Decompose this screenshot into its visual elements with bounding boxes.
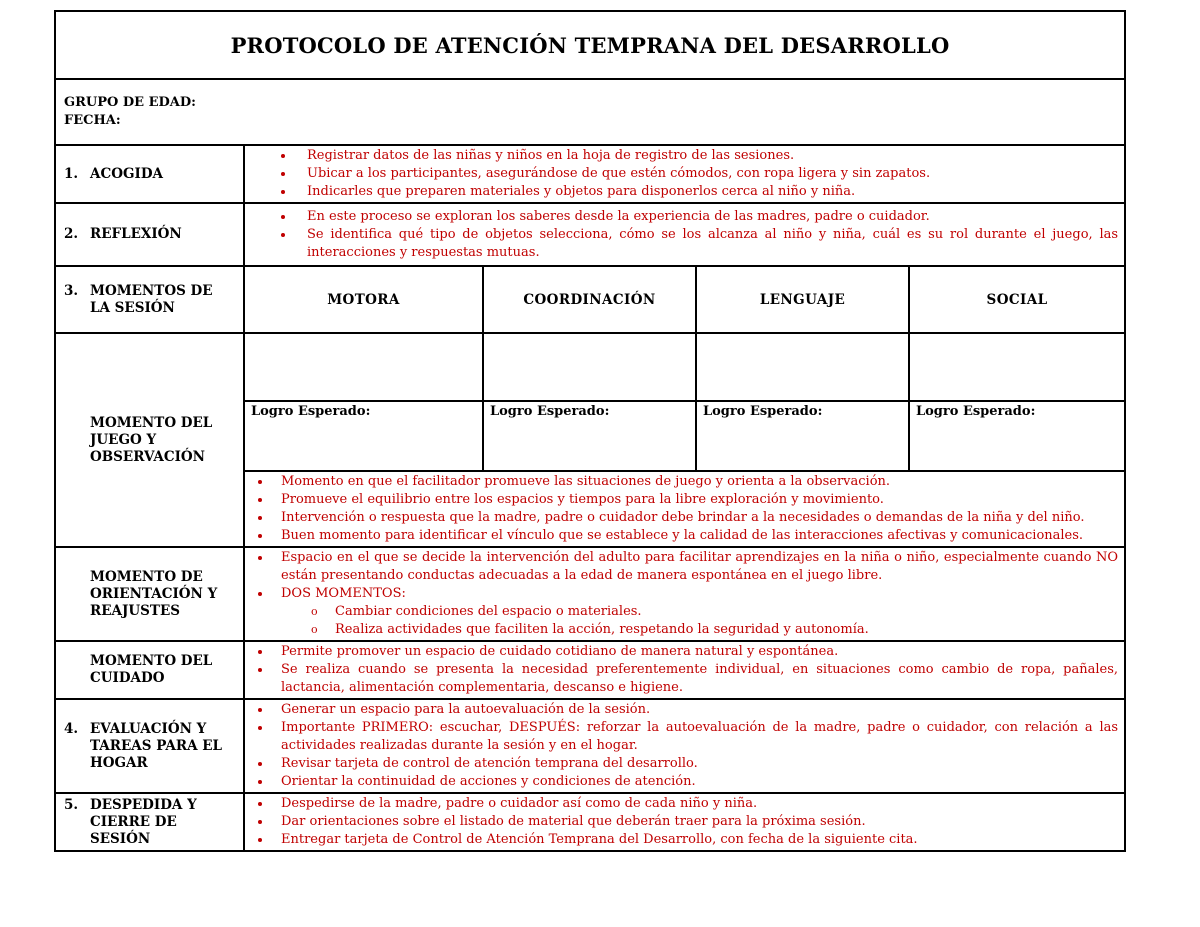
list-item: Generar un espacio para la autoevaluación de la sesión. (245, 701, 1118, 719)
section-content-reflexion (244, 203, 1125, 266)
column-header-coordinacion: COORDINACIÓN (483, 266, 696, 333)
section-label-evaluacion: 4. EVALUACIÓN Y TAREAS PARA EL HOGAR (55, 699, 244, 793)
sub-list-item: o Realiza actividades que faciliten la acción, respetando la seguridad y autonomía. (245, 621, 1118, 639)
list-item: Entregar tarjeta de Control de Atención Temprana del Desarrollo, con fecha de la siguiente cita. (245, 831, 1118, 849)
header-fields (55, 79, 1125, 145)
motora-activity-cell[interactable] (244, 333, 483, 401)
list-item: Registrar datos de las niñas y niños en la hoja de registro de las sesiones. (245, 147, 1118, 165)
section-label-orientacion: MOMENTO DE ORIENTACIÓN Y REAJUSTES (55, 547, 244, 641)
section-label-despedida: 5. DESPEDIDA Y CIERRE DE SESIÓN (55, 793, 244, 851)
list-item: Indicarles que preparen materiales y objetos para disponerlos cerca al niño y niña. (245, 183, 1118, 201)
column-header-lenguaje: LENGUAJE (696, 266, 909, 333)
list-item: Orientar la continuidad de acciones y condiciones de atención. (245, 773, 1118, 791)
protocol-document (54, 10, 1124, 852)
column-header-social: SOCIAL (909, 266, 1125, 333)
list-item: Permite promover un espacio de cuidado cotidiano de manera natural y espontánea. (245, 643, 1118, 661)
list-item: Espacio en el que se decide la intervención del adulto para facilitar aprendizajes en la niña o niño, especialmente cuando NO están presentando conductas adecuadas a la edad de manera espontánea en el juego libre. (245, 549, 1118, 585)
list-item: Dar orientaciones sobre el listado de material que deberán traer para la próxima sesión. (245, 813, 1118, 831)
list-item: Buen momento para identificar el vínculo que se establece y la calidad de las interacciones afectivas y comunicacionales. (245, 527, 1118, 545)
list-item: Se realiza cuando se presenta la necesidad preferentemente individual, en situaciones como cambio de ropa, pañales, lactancia, alimentación complementaria, descanso e higiene. (245, 661, 1118, 697)
document-title: PROTOCOLO DE ATENCIÓN TEMPRANA DEL DESARROLLO (55, 11, 1125, 79)
age-group-label: GRUPO DE EDAD: (64, 95, 196, 110)
lenguaje-activity-cell[interactable] (696, 333, 909, 401)
list-item: Despedirse de la madre, padre o cuidador así como de cada niño y niña. (245, 795, 1118, 813)
list-item: DOS MOMENTOS: (245, 585, 1118, 603)
section-label-reflexion: 2. REFLEXIÓN (55, 203, 244, 266)
list-item: Se identifica qué tipo de objetos selecciona, cómo se los alcanza al niño y niña, cuál es su rol durante el juego, las interacciones y respuestas mutuas. (245, 226, 1118, 262)
protocol-table (54, 10, 1126, 852)
list-item: En este proceso se exploran los saberes desde la experiencia de las madres, padre o cuidador. (245, 208, 1118, 226)
logro-esperado-motora[interactable]: Logro Esperado: (244, 401, 483, 471)
section-label-momentos: 3. MOMENTOS DE LA SESIÓN (55, 266, 244, 333)
section-content-acogida (244, 145, 1125, 203)
date-label: FECHA: (64, 113, 121, 128)
list-item: Momento en que el facilitador promueve las situaciones de juego y orienta a la observación. (245, 473, 1118, 491)
sub-list-item: o Cambiar condiciones del espacio o materiales. (245, 603, 1118, 621)
logro-esperado-lenguaje[interactable]: Logro Esperado: (696, 401, 909, 471)
section-content-despedida (244, 793, 1125, 851)
section-label-cuidado: MOMENTO DEL CUIDADO (55, 641, 244, 699)
section-content-cuidado (244, 641, 1125, 699)
social-activity-cell[interactable] (909, 333, 1125, 401)
list-item: Revisar tarjeta de control de atención temprana del desarrollo. (245, 755, 1118, 773)
section-label-acogida: 1. ACOGIDA (55, 145, 244, 203)
section-content-orientacion (244, 547, 1125, 641)
list-item: Importante PRIMERO: escuchar, DESPUÉS: reforzar la autoevaluación de la madre, padre o cuidador, con relación a las actividades realizadas durante la sesión y en el hogar. (245, 719, 1118, 755)
column-header-motora: MOTORA (244, 266, 483, 333)
section-content-evaluacion (244, 699, 1125, 793)
coordinacion-activity-cell[interactable] (483, 333, 696, 401)
logro-esperado-social[interactable]: Logro Esperado: (909, 401, 1125, 471)
list-item: Intervención o respuesta que la madre, padre o cuidador debe brindar a la necesidades o demandas de la niña y del niño. (245, 509, 1118, 527)
list-item: Promueve el equilibrio entre los espacios y tiempos para la libre exploración y movimiento. (245, 491, 1118, 509)
list-item: Ubicar a los participantes, asegurándose de que estén cómodos, con ropa ligera y sin zapatos. (245, 165, 1118, 183)
section-content-juego (244, 471, 1125, 547)
section-label-juego: MOMENTO DEL JUEGO Y OBSERVACIÓN (55, 333, 244, 547)
logro-esperado-coordinacion[interactable]: Logro Esperado: (483, 401, 696, 471)
